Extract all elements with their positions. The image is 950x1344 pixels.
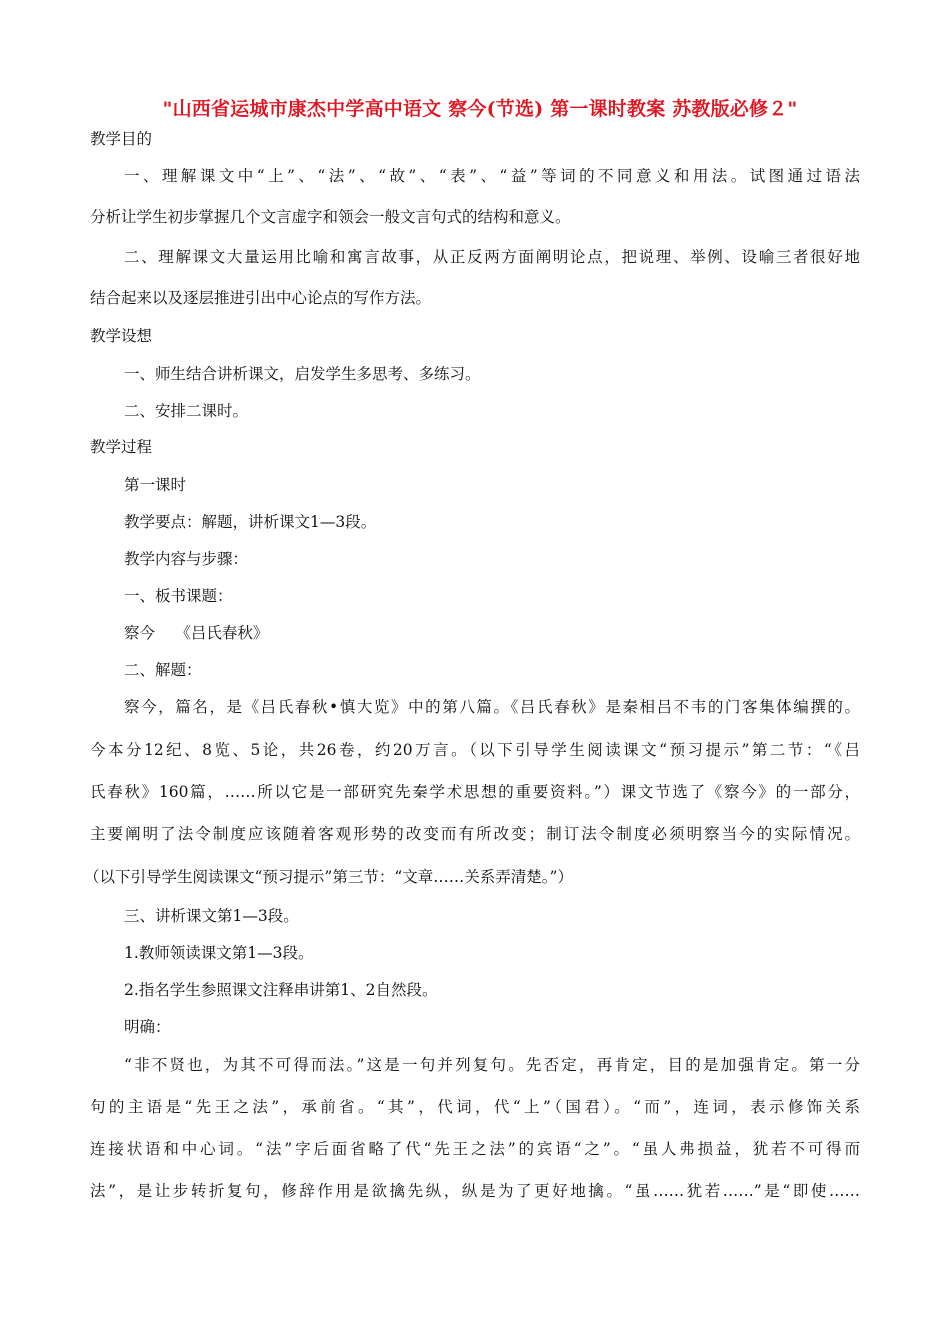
- paragraph-line: 明确：: [124, 1018, 171, 1036]
- paragraph-line: 今本分12纪、8览、5论，共26卷，约20万言。（以下引导学生阅读课文“预习提示”第二节：“《吕: [90, 741, 860, 759]
- paragraph-line: 察今 《吕氏春秋》: [124, 624, 269, 642]
- paragraph-line: 主要阐明了法令制度应该随着客观形势的改变而有所改变；制订法令制度必须明察当今的实际情况。: [90, 825, 860, 843]
- paragraph-line: 分析让学生初步掌握几个文言虚字和领会一般文言句式的结构和意义。: [90, 208, 571, 226]
- document-title: "山西省运城市康杰中学高中语文 察今(节选) 第一课时教案 苏教版必修２": [162, 98, 798, 120]
- paragraph-line: 教学内容与步骤：: [124, 550, 249, 568]
- paragraph-line: 一、理解课文中“上”、“法”、“故”、“表”、“益”等词的不同意义和用法。试图通过语法: [124, 167, 860, 185]
- paragraph-line: 连接状语和中心词。“法”字后面省略了代“先王之法”的宾语“之”。“虽人弗损益，犹若不可得而: [90, 1140, 860, 1158]
- heading-teaching-goals: 教学目的: [90, 130, 153, 148]
- paragraph-line: 一、板书课题：: [124, 587, 233, 605]
- paragraph-line: 察今，篇名，是《吕氏春秋•慎大览》中的第八篇。《吕氏春秋》是秦相吕不韦的门客集体编撰的。: [124, 698, 860, 716]
- paragraph-line: 法”，是让步转折复句，修辞作用是欲擒先纵，纵是为了更好地擒。“虽……犹若……”是“即使……: [90, 1182, 860, 1200]
- heading-teaching-process: 教学过程: [90, 438, 153, 456]
- paragraph-line: 氏春秋》160篇，……所以它是一部研究先秦学术思想的重要资料。”）课文节选了《察今》的一部分，: [90, 783, 860, 801]
- paragraph-line: 句的主语是“先王之法”，承前省。“其”，代词，代“上”（国君）。“而”，连词，表示修饰关系: [90, 1098, 860, 1116]
- paragraph-line: “非不贤也，为其不可得而法。”这是一句并列复句。先否定，再肯定，目的是加强肯定。第一分: [124, 1056, 860, 1074]
- paragraph-line: 1.教师领读课文第1—3段。: [124, 944, 314, 962]
- paragraph-line: 二、理解课文大量运用比喻和寓言故事，从正反两方面阐明论点，把说理、举例、设喻三者很好地: [124, 248, 860, 266]
- heading-teaching-design: 教学设想: [90, 327, 153, 345]
- paragraph-line: 一、师生结合讲析课文，启发学生多思考、多练习。: [124, 365, 481, 383]
- paragraph-line: 三、讲析课文第1—3段。: [124, 907, 299, 925]
- paragraph-line: 结合起来以及逐层推进引出中心论点的写作方法。: [90, 289, 432, 307]
- paragraph-line: （以下引导学生阅读课文“预习提示”第三节：“文章……关系弄清楚。”）: [84, 868, 573, 886]
- paragraph-line: 二、解题：: [124, 661, 202, 679]
- paragraph-line: 二、安排二课时。: [124, 402, 249, 420]
- paragraph-line: 2.指名学生参照课文注释串讲第1、2自然段。: [124, 981, 438, 999]
- paragraph-line: 教学要点：解题，讲析课文1—3段。: [124, 513, 377, 531]
- paragraph-line: 第一课时: [124, 476, 187, 494]
